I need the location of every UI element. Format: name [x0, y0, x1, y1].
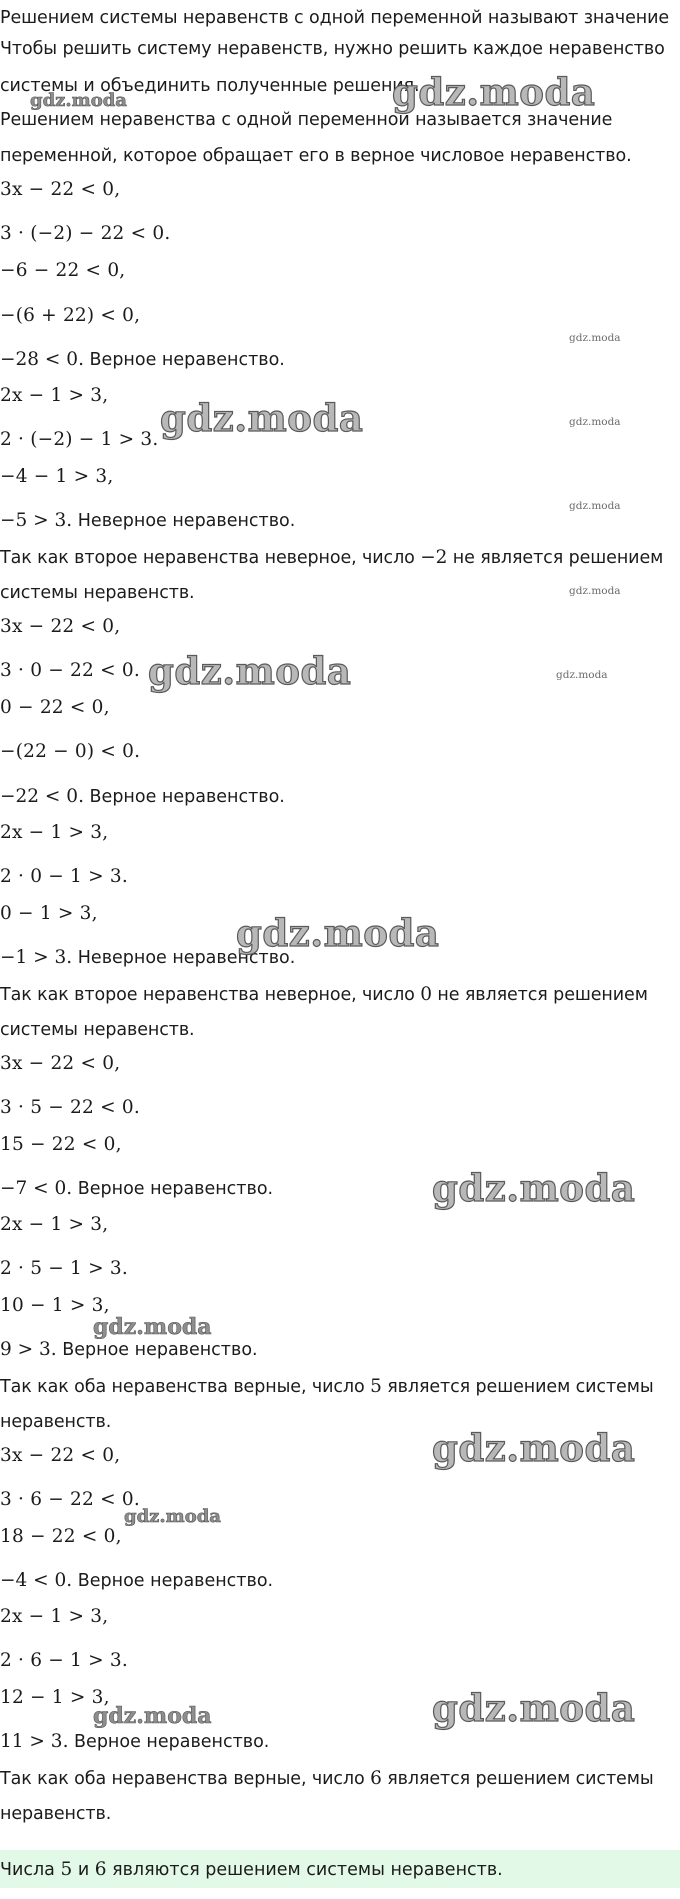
ineq-1-step: −6 − 22 < 0,	[0, 260, 126, 281]
conclusion-number: 0	[420, 984, 432, 1005]
conclusion-minus2-cont: системы неравенств.	[0, 583, 195, 603]
ineq-1-result-value: −7 < 0.	[0, 1178, 73, 1199]
watermark: gdz.moda	[569, 500, 621, 512]
ineq-2-verdict: Верное неравенство.	[62, 1340, 258, 1360]
watermark: gdz.moda	[93, 1703, 212, 1729]
watermark: gdz.moda	[432, 1166, 636, 1210]
ineq-1-expr: 3x − 22 < 0,	[0, 1053, 121, 1074]
intro-line-5: переменной, которое обращает его в верное числовое неравенство.	[0, 146, 632, 166]
ineq-2-step: 0 − 1 > 3,	[0, 903, 98, 924]
conclusion-text: является решением системы	[381, 1769, 654, 1789]
ineq-2-substitute: 2 · 6 − 1 > 3.	[0, 1650, 128, 1671]
final-answer	[0, 1859, 503, 1880]
conclusion-6	[0, 1770, 654, 1789]
answer-text: и	[72, 1860, 95, 1880]
ineq-2-result-value: 11 > 3.	[0, 1731, 69, 1752]
intro-line-1: Решением системы неравенств с одной переменной называют значение	[0, 8, 670, 28]
ineq-1-verdict: Верное неравенство.	[77, 1571, 274, 1591]
ineq-2-substitute: 2 · (−2) − 1 > 3.	[0, 429, 159, 450]
watermark: gdz.moda	[124, 1506, 221, 1527]
ineq-2-expr: 2x − 1 > 3,	[0, 385, 109, 406]
answer-text: Числа	[0, 1860, 61, 1880]
conclusion-text: Так как второе неравенства неверное, число	[0, 548, 421, 568]
ineq-1-step: 15 − 22 < 0,	[0, 1134, 122, 1155]
ineq-1-result	[0, 351, 285, 370]
watermark: gdz.moda	[236, 911, 440, 955]
ineq-1-step: 0 − 22 < 0,	[0, 697, 110, 718]
ineq-1-result	[0, 1180, 273, 1199]
ineq-1-verdict: Верное неравенство.	[89, 787, 285, 807]
watermark: gdz.moda	[569, 585, 621, 597]
ineq-1-result	[0, 788, 285, 807]
answer-number-2: 6	[94, 1859, 107, 1880]
ineq-1-substitute: 3 · (−2) − 22 < 0.	[0, 223, 171, 244]
conclusion-6-cont: неравенств.	[0, 1804, 112, 1824]
ineq-1-step: 18 − 22 < 0,	[0, 1526, 122, 1547]
watermark: gdz.moda	[569, 416, 621, 428]
conclusion-0	[0, 986, 648, 1005]
answer-box	[0, 1850, 680, 1888]
ineq-1-substitute: 3 · 0 − 22 < 0.	[0, 660, 140, 681]
ineq-1-result-value: −28 < 0.	[0, 349, 84, 370]
intro-line-4: Решением неравенства с одной переменной называется значение	[0, 110, 613, 130]
conclusion-text: Так как оба неравенства верные, число	[0, 1769, 371, 1789]
ineq-1-result	[0, 1572, 273, 1591]
conclusion-minus2	[0, 549, 663, 568]
intro-line-3: системы и объединить полученные решения.	[0, 76, 420, 96]
ineq-1-result-value: −4 < 0.	[0, 1570, 73, 1591]
intro-line-2: Чтобы решить систему неравенств, нужно решить каждое неравенство	[0, 39, 665, 59]
ineq-2-result-value: −5 > 3.	[0, 510, 73, 531]
conclusion-text: Так как второе неравенства неверное, число	[0, 985, 421, 1005]
ineq-2-result	[0, 512, 295, 531]
conclusion-number: 5	[370, 1376, 382, 1397]
ineq-1-substitute: 3 · 6 − 22 < 0.	[0, 1489, 140, 1510]
conclusion-5	[0, 1378, 654, 1397]
ineq-2-substitute: 2 · 5 − 1 > 3.	[0, 1258, 128, 1279]
watermark: gdz.moda	[392, 70, 596, 114]
conclusion-text: не является решением	[447, 548, 664, 568]
ineq-1-expr: 3x − 22 < 0,	[0, 179, 121, 200]
watermark: gdz.moda	[148, 649, 352, 693]
conclusion-text: не является решением	[431, 985, 648, 1005]
ineq-2-result	[0, 1341, 258, 1360]
ineq-1-verdict: Верное неравенство.	[77, 1179, 274, 1199]
ineq-2-step: −4 − 1 > 3,	[0, 466, 114, 487]
watermark: gdz.moda	[93, 1314, 212, 1340]
ineq-1-expr: 3x − 22 < 0,	[0, 1445, 121, 1466]
ineq-2-step: 10 − 1 > 3,	[0, 1295, 110, 1316]
watermark: gdz.moda	[432, 1686, 636, 1730]
ineq-2-step: 12 − 1 > 3,	[0, 1687, 110, 1708]
answer-number-1: 5	[60, 1859, 73, 1880]
ineq-2-expr: 2x − 1 > 3,	[0, 1606, 109, 1627]
watermark: gdz.moda	[432, 1426, 636, 1470]
ineq-2-verdict: Неверное неравенство.	[77, 948, 296, 968]
watermark: gdz.moda	[556, 669, 608, 681]
ineq-2-substitute: 2 · 0 − 1 > 3.	[0, 866, 128, 887]
conclusion-0-cont: системы неравенств.	[0, 1020, 195, 1040]
watermark: gdz.moda	[160, 396, 364, 440]
watermark: gdz.moda	[30, 90, 127, 111]
ineq-1-substitute: 3 · 5 − 22 < 0.	[0, 1097, 140, 1118]
ineq-2-verdict: Неверное неравенство.	[77, 511, 296, 531]
ineq-1-result-value: −22 < 0.	[0, 786, 84, 807]
answer-text: являются решением системы неравенств.	[106, 1860, 503, 1880]
ineq-2-verdict: Верное неравенство.	[74, 1732, 270, 1752]
ineq-2-expr: 2x − 1 > 3,	[0, 1214, 109, 1235]
watermark: gdz.moda	[569, 332, 621, 344]
conclusion-text: является решением системы	[381, 1377, 654, 1397]
conclusion-number: −2	[420, 547, 448, 568]
ineq-1-verdict: Верное неравенство.	[89, 350, 285, 370]
ineq-1-expr: 3x − 22 < 0,	[0, 616, 121, 637]
ineq-2-result	[0, 1733, 269, 1752]
ineq-1-step: −(22 − 0) < 0.	[0, 741, 141, 762]
ineq-2-expr: 2x − 1 > 3,	[0, 822, 109, 843]
ineq-2-result-value: 9 > 3.	[0, 1339, 57, 1360]
ineq-2-result-value: −1 > 3.	[0, 947, 73, 968]
ineq-1-step: −(6 + 22) < 0,	[0, 305, 141, 326]
conclusion-text: Так как оба неравенства верные, число	[0, 1377, 371, 1397]
conclusion-number: 6	[370, 1768, 382, 1789]
conclusion-5-cont: неравенств.	[0, 1412, 112, 1432]
